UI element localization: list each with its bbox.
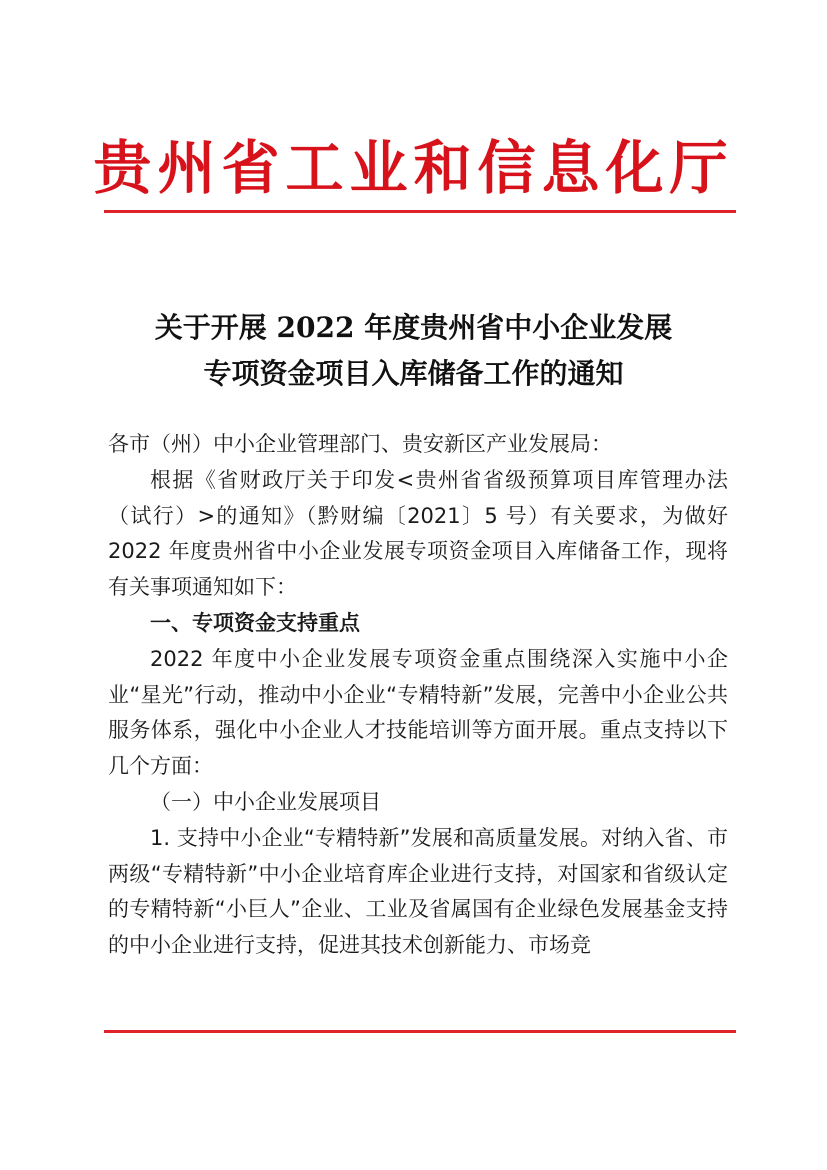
masthead-red-rule	[104, 210, 736, 213]
subsection-1-heading: （一）中小企业发展项目	[150, 789, 381, 814]
notice-title-line-2: 专项资金项目入库储备工作的通知	[203, 357, 624, 390]
footer-red-rule	[104, 1030, 736, 1033]
intro-paragraph: 根据《省财政厅关于印发<贵州省省级预算项目库管理办法（试行）>的通知》（黔财编〔2021〕5 号）有关要求，为做好 2022 年度贵州省中小企业发展专项资金项目入库储备工作，现将有关事项通知如下：	[108, 467, 728, 600]
section-1-heading: 一、专项资金支持重点	[150, 610, 360, 635]
notice-body	[108, 427, 728, 964]
salutation: 各市（州）中小企业管理部门、贵安新区产业发展局：	[108, 432, 612, 456]
section-1-paragraph: 2022 年度中小企业发展专项资金重点围绕深入实施中小企业“星光”行动，推动中小企业“专精特新”发展，完善中小企业公共服务体系，强化中小企业人才技能培训等方面开展。重点支持以下几个方面：	[108, 646, 728, 779]
agency-masthead: 贵州省工业和信息化厅	[93, 134, 734, 202]
notice-title-line-1: 关于开展 2022 年度贵州省中小企业发展	[154, 311, 673, 344]
item-1-paragraph: 1. 支持中小企业“专精特新”发展和高质量发展。对纳入省、市两级“专精特新”中小企业培育库企业进行支持，对国家和省级认定的专精特新“小巨人”企业、工业及省属国有企业绿色发展基金支持的中小企业进行支持，促进其技术创新能力、市场竞	[108, 825, 728, 958]
